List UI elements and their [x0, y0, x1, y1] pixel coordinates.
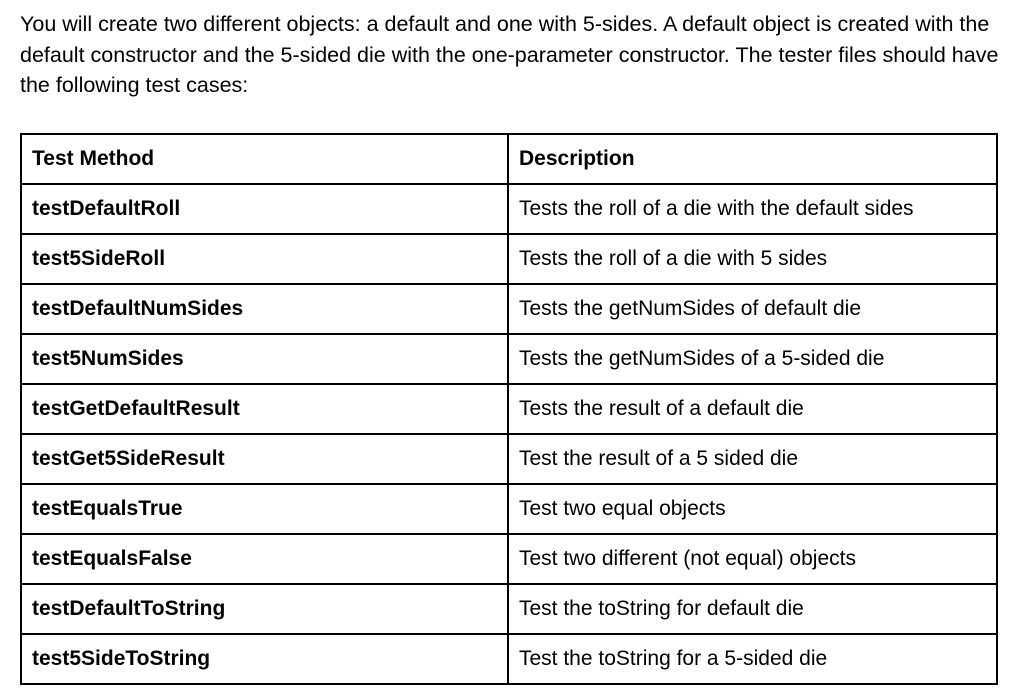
table-row — [21, 634, 997, 684]
table-row — [21, 484, 997, 534]
test-cases-table — [20, 133, 998, 685]
test-method-cell: test5SideToString — [21, 634, 508, 684]
test-method-cell: test5NumSides — [21, 334, 508, 384]
table-row — [21, 234, 997, 284]
test-method-cell: testDefaultToString — [21, 584, 508, 634]
intro-paragraph: You will create two different objects: a default and one with 5-sides. A default object is created with the default constructor and the 5-sided die with the one-parameter constructor. The tester files should have the following test cases: — [20, 12, 999, 97]
table-row — [21, 584, 997, 634]
table-row — [21, 334, 997, 384]
description-cell: Test the result of a 5 sided die — [508, 434, 997, 484]
table-row — [21, 434, 997, 484]
table-row — [21, 284, 997, 334]
table-row — [21, 534, 997, 584]
description-cell: Tests the getNumSides of a 5-sided die — [508, 334, 997, 384]
description-cell: Test the toString for a 5-sided die — [508, 634, 997, 684]
header-description: Description — [508, 134, 997, 184]
test-method-cell: testGet5SideResult — [21, 434, 508, 484]
test-method-cell: testGetDefaultResult — [21, 384, 508, 434]
table-header-row — [21, 134, 997, 184]
description-cell: Test the toString for default die — [508, 584, 997, 634]
test-method-cell: testDefaultNumSides — [21, 284, 508, 334]
description-cell: Test two different (not equal) objects — [508, 534, 997, 584]
test-method-cell: testDefaultRoll — [21, 184, 508, 234]
test-method-cell: test5SideRoll — [21, 234, 508, 284]
description-cell: Tests the getNumSides of default die — [508, 284, 997, 334]
table-row — [21, 384, 997, 434]
description-cell: Test two equal objects — [508, 484, 997, 534]
description-cell: Tests the roll of a die with 5 sides — [508, 234, 997, 284]
header-test-method: Test Method — [21, 134, 508, 184]
description-cell: Tests the result of a default die — [508, 384, 997, 434]
description-cell: Tests the roll of a die with the default sides — [508, 184, 997, 234]
test-method-cell: testEqualsTrue — [21, 484, 508, 534]
test-method-cell: testEqualsFalse — [21, 534, 508, 584]
table-row — [21, 184, 997, 234]
